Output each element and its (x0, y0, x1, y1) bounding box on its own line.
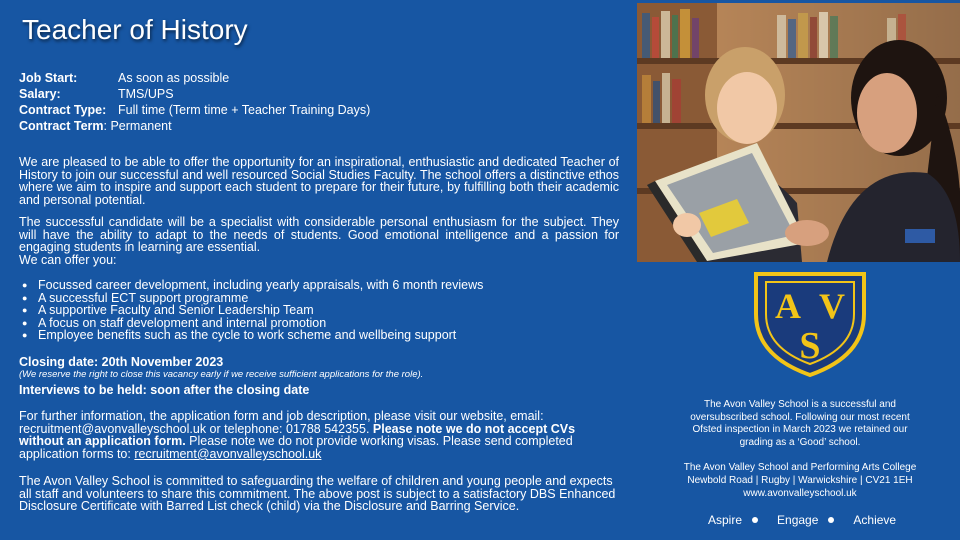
offer-intro: We can offer you: (19, 252, 117, 267)
address-line: Newbold Road | Rugby | Warwickshire | CV21 1EH (687, 474, 913, 486)
school-crest-logo (752, 270, 868, 378)
motto-achieve: Achieve (853, 513, 897, 527)
website-link[interactable]: www.avonvalleyschool.uk (743, 487, 857, 499)
reserve-note: (We reserve the right to close this vacancy early if we receive sufficient applications for the role). (19, 369, 424, 381)
closing-date: Closing date: 20th November 2023 (19, 354, 224, 369)
further-text-2: Please note we do not provide working visas. Please send completed application forms to: (19, 434, 573, 461)
school-info (675, 399, 925, 500)
students-reading-photo (637, 3, 960, 262)
detail-label: Salary: (19, 87, 61, 101)
detail-label: Contract Term (19, 119, 104, 133)
detail-label: Job Start: (19, 71, 78, 85)
school-motto (708, 513, 896, 527)
candidate-paragraph: The successful candidate will be a specialist with considerable personal enthusiasm for the subject. They will have the ability to adapt to the needs of students. Good emotional intelligence and a passion for engaging students in learning are essential. (19, 215, 619, 254)
page-title: Teacher of History (22, 14, 248, 45)
job-start-row (19, 70, 370, 86)
motto-aspire: Aspire (708, 513, 743, 527)
school-description: The Avon Valley School is a successful and oversubscribed school. Following our most recent Ofsted inspection in March 2023 we retained our grading as a ‘Good’ school. (690, 399, 910, 448)
detail-value: : Permanent (103, 119, 172, 133)
detail-value: TMS/UPS (118, 87, 174, 101)
detail-value: Full time (Term time + Teacher Training Days) (118, 103, 371, 117)
salary-row (19, 86, 370, 102)
list-item: ● A focus on staff development and internal promotion (19, 317, 619, 330)
bullet-dot-icon (828, 517, 834, 523)
crest-letter-a: A (775, 286, 801, 326)
crest-letter-v: V (819, 286, 845, 326)
recruitment-email-link[interactable]: recruitment@avonvalleyschool.uk (134, 446, 322, 461)
cv-note: Please note we do not accept CVs without an application form. (19, 421, 576, 449)
list-item: ● A successful ECT support programme (19, 292, 619, 305)
job-details (19, 70, 370, 134)
detail-label: Contract Type: (19, 103, 107, 117)
further-text: For further information, the application form and job description, please visit our website, email: recruitment@avonvalleyschool.uk or telephone: 01788 542355. (19, 409, 544, 436)
safeguarding-statement: The Avon Valley School is committed to safeguarding the welfare of children and young people and expects all staff and volunteers to share this commitment. The above post is subject to a satisfactory DBS Enhanced Disclosure Certificate with Barred List check (child) via the Disclosure and Barring Service. (19, 474, 616, 514)
contract-term-row (19, 118, 370, 134)
contract-type-row (19, 102, 370, 118)
main-text (19, 156, 619, 513)
crest-letter-s: S (799, 325, 821, 367)
motto-engage: Engage (777, 513, 819, 527)
detail-value: As soon as possible (118, 71, 230, 85)
offer-list (19, 279, 619, 342)
address-line: The Avon Valley School and Performing Arts College (683, 462, 917, 474)
interviews-note: Interviews to be held: soon after the closing date (19, 382, 310, 397)
list-item: ● A supportive Faculty and Senior Leadership Team (19, 304, 619, 317)
list-item: ● Employee benefits such as the cycle to work scheme and wellbeing support (19, 329, 619, 342)
list-item: ● Focussed career development, including yearly appraisals, with 6 month reviews (19, 279, 619, 292)
bullet-dot-icon (752, 517, 758, 523)
intro-paragraph: We are pleased to be able to offer the opportunity for an inspirational, enthusiastic and dedicated Teacher of History to join our successful and well resourced Social Studies Faculty. The school offers a distinctive ethos where we aim to inspire and support each student to prepare for their future, by fulfilling both their academic and personal potential. (19, 155, 619, 207)
further-info (19, 410, 619, 460)
